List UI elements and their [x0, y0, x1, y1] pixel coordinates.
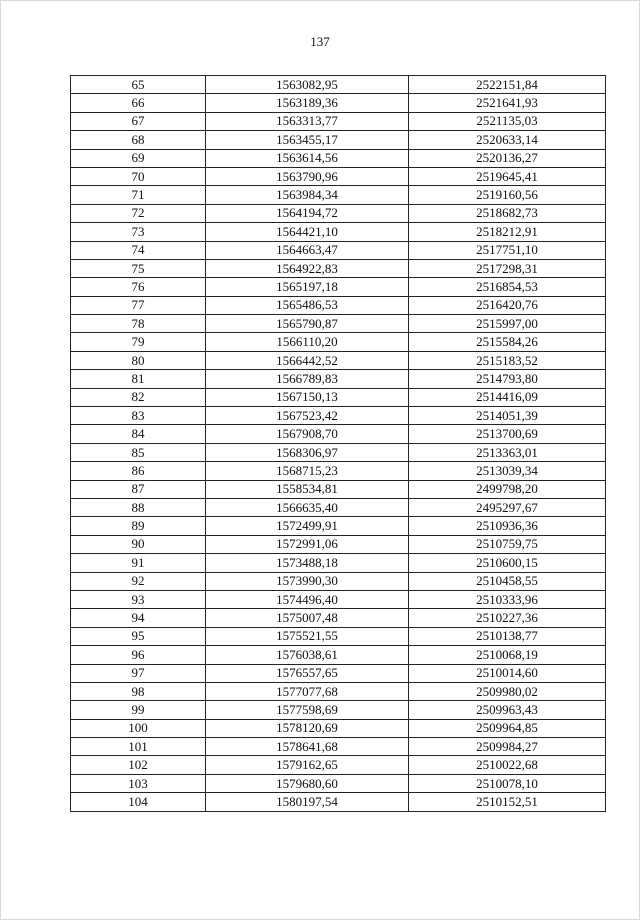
y-coordinate-cell: 2510138,77: [409, 627, 606, 645]
x-coordinate-cell: 1558534,81: [206, 480, 409, 498]
x-coordinate-cell: 1576557,65: [206, 664, 409, 682]
y-coordinate-cell: 2515584,26: [409, 333, 606, 351]
point-number-cell: 77: [71, 296, 206, 314]
x-coordinate-cell: 1567908,70: [206, 425, 409, 443]
table-row: [71, 425, 606, 443]
table-row: [71, 590, 606, 608]
x-coordinate-cell: 1572991,06: [206, 535, 409, 553]
y-coordinate-cell: 2520633,14: [409, 131, 606, 149]
y-coordinate-cell: 2519160,56: [409, 186, 606, 204]
y-coordinate-cell: 2510014,60: [409, 664, 606, 682]
point-number-cell: 89: [71, 517, 206, 535]
y-coordinate-cell: 2520136,27: [409, 149, 606, 167]
x-coordinate-cell: 1563984,34: [206, 186, 409, 204]
point-number-cell: 97: [71, 664, 206, 682]
table-row: [71, 719, 606, 737]
y-coordinate-cell: 2510759,75: [409, 535, 606, 553]
point-number-cell: 91: [71, 554, 206, 572]
point-number-cell: 84: [71, 425, 206, 443]
table-row: [71, 646, 606, 664]
y-coordinate-cell: 2510078,10: [409, 774, 606, 792]
x-coordinate-cell: 1566635,40: [206, 498, 409, 516]
point-number-cell: 95: [71, 627, 206, 645]
y-coordinate-cell: 2513700,69: [409, 425, 606, 443]
x-coordinate-cell: 1578641,68: [206, 738, 409, 756]
x-coordinate-cell: 1563790,96: [206, 167, 409, 185]
table-row: [71, 627, 606, 645]
x-coordinate-cell: 1575521,55: [206, 627, 409, 645]
x-coordinate-cell: 1563313,77: [206, 112, 409, 130]
y-coordinate-cell: 2509964,85: [409, 719, 606, 737]
y-coordinate-cell: 2515183,52: [409, 351, 606, 369]
coordinates-table: [70, 75, 606, 812]
y-coordinate-cell: 2513363,01: [409, 443, 606, 461]
table-row: [71, 149, 606, 167]
point-number-cell: 67: [71, 112, 206, 130]
point-number-cell: 72: [71, 204, 206, 222]
point-number-cell: 90: [71, 535, 206, 553]
table-row: [71, 131, 606, 149]
point-number-cell: 87: [71, 480, 206, 498]
x-coordinate-cell: 1563614,56: [206, 149, 409, 167]
point-number-cell: 73: [71, 223, 206, 241]
x-coordinate-cell: 1576038,61: [206, 646, 409, 664]
point-number-cell: 65: [71, 76, 206, 94]
y-coordinate-cell: 2495297,67: [409, 498, 606, 516]
y-coordinate-cell: 2510152,51: [409, 793, 606, 811]
x-coordinate-cell: 1574496,40: [206, 590, 409, 608]
table-row: [71, 278, 606, 296]
table-row: [71, 609, 606, 627]
point-number-cell: 70: [71, 167, 206, 185]
x-coordinate-cell: 1566789,83: [206, 370, 409, 388]
point-number-cell: 81: [71, 370, 206, 388]
x-coordinate-cell: 1567523,42: [206, 407, 409, 425]
point-number-cell: 88: [71, 498, 206, 516]
x-coordinate-cell: 1566110,20: [206, 333, 409, 351]
table-row: [71, 462, 606, 480]
x-coordinate-cell: 1563082,95: [206, 76, 409, 94]
x-coordinate-cell: 1565790,87: [206, 315, 409, 333]
table-row: [71, 517, 606, 535]
table-row: [71, 682, 606, 700]
table-row: [71, 793, 606, 811]
x-coordinate-cell: 1565486,53: [206, 296, 409, 314]
point-number-cell: 92: [71, 572, 206, 590]
y-coordinate-cell: 2509980,02: [409, 682, 606, 700]
table-row: [71, 498, 606, 516]
point-number-cell: 71: [71, 186, 206, 204]
x-coordinate-cell: 1579162,65: [206, 756, 409, 774]
point-number-cell: 101: [71, 738, 206, 756]
y-coordinate-cell: 2522151,84: [409, 76, 606, 94]
point-number-cell: 100: [71, 719, 206, 737]
x-coordinate-cell: 1578120,69: [206, 719, 409, 737]
table-row: [71, 443, 606, 461]
point-number-cell: 80: [71, 351, 206, 369]
x-coordinate-cell: 1573990,30: [206, 572, 409, 590]
table-row: [71, 572, 606, 590]
point-number-cell: 96: [71, 646, 206, 664]
x-coordinate-cell: 1575007,48: [206, 609, 409, 627]
point-number-cell: 99: [71, 701, 206, 719]
table-row: [71, 186, 606, 204]
y-coordinate-cell: 2519645,41: [409, 167, 606, 185]
point-number-cell: 82: [71, 388, 206, 406]
point-number-cell: 74: [71, 241, 206, 259]
x-coordinate-cell: 1565197,18: [206, 278, 409, 296]
y-coordinate-cell: 2514793,80: [409, 370, 606, 388]
point-number-cell: 86: [71, 462, 206, 480]
y-coordinate-cell: 2510600,15: [409, 554, 606, 572]
point-number-cell: 75: [71, 259, 206, 277]
table-row: [71, 370, 606, 388]
y-coordinate-cell: 2510068,19: [409, 646, 606, 664]
table-row: [71, 315, 606, 333]
point-number-cell: 68: [71, 131, 206, 149]
table-row: [71, 664, 606, 682]
table-row: [71, 480, 606, 498]
x-coordinate-cell: 1577598,69: [206, 701, 409, 719]
y-coordinate-cell: 2510227,36: [409, 609, 606, 627]
table-row: [71, 333, 606, 351]
point-number-cell: 78: [71, 315, 206, 333]
table-row: [71, 94, 606, 112]
point-number-cell: 66: [71, 94, 206, 112]
y-coordinate-cell: 2515997,00: [409, 315, 606, 333]
point-number-cell: 83: [71, 407, 206, 425]
x-coordinate-cell: 1568306,97: [206, 443, 409, 461]
point-number-cell: 79: [71, 333, 206, 351]
table-row: [71, 241, 606, 259]
point-number-cell: 103: [71, 774, 206, 792]
table-row: [71, 756, 606, 774]
y-coordinate-cell: 2514051,39: [409, 407, 606, 425]
table-row: [71, 351, 606, 369]
table-row: [71, 223, 606, 241]
x-coordinate-cell: 1580197,54: [206, 793, 409, 811]
y-coordinate-cell: 2509984,27: [409, 738, 606, 756]
y-coordinate-cell: 2513039,34: [409, 462, 606, 480]
table-row: [71, 535, 606, 553]
table-row: [71, 388, 606, 406]
x-coordinate-cell: 1568715,23: [206, 462, 409, 480]
point-number-cell: 94: [71, 609, 206, 627]
x-coordinate-cell: 1579680,60: [206, 774, 409, 792]
point-number-cell: 69: [71, 149, 206, 167]
point-number-cell: 76: [71, 278, 206, 296]
x-coordinate-cell: 1566442,52: [206, 351, 409, 369]
y-coordinate-cell: 2516854,53: [409, 278, 606, 296]
y-coordinate-cell: 2499798,20: [409, 480, 606, 498]
table-row: [71, 76, 606, 94]
y-coordinate-cell: 2521641,93: [409, 94, 606, 112]
x-coordinate-cell: 1577077,68: [206, 682, 409, 700]
y-coordinate-cell: 2509963,43: [409, 701, 606, 719]
y-coordinate-cell: 2518682,73: [409, 204, 606, 222]
y-coordinate-cell: 2516420,76: [409, 296, 606, 314]
table-row: [71, 167, 606, 185]
page-number: 137: [310, 34, 330, 49]
x-coordinate-cell: 1564922,83: [206, 259, 409, 277]
x-coordinate-cell: 1573488,18: [206, 554, 409, 572]
y-coordinate-cell: 2518212,91: [409, 223, 606, 241]
table-row: [71, 407, 606, 425]
x-coordinate-cell: 1564663,47: [206, 241, 409, 259]
y-coordinate-cell: 2521135,03: [409, 112, 606, 130]
table-row: [71, 738, 606, 756]
y-coordinate-cell: 2510333,96: [409, 590, 606, 608]
table-row: [71, 259, 606, 277]
x-coordinate-cell: 1564421,10: [206, 223, 409, 241]
y-coordinate-cell: 2510022,68: [409, 756, 606, 774]
point-number-cell: 98: [71, 682, 206, 700]
y-coordinate-cell: 2510936,36: [409, 517, 606, 535]
x-coordinate-cell: 1572499,91: [206, 517, 409, 535]
point-number-cell: 93: [71, 590, 206, 608]
point-number-cell: 85: [71, 443, 206, 461]
y-coordinate-cell: 2517751,10: [409, 241, 606, 259]
table-row: [71, 204, 606, 222]
table-row: [71, 112, 606, 130]
table-row: [71, 701, 606, 719]
x-coordinate-cell: 1563189,36: [206, 94, 409, 112]
point-number-cell: 102: [71, 756, 206, 774]
table-row: [71, 296, 606, 314]
coordinates-table-body: [71, 76, 606, 812]
table-row: [71, 774, 606, 792]
x-coordinate-cell: 1567150,13: [206, 388, 409, 406]
y-coordinate-cell: 2514416,09: [409, 388, 606, 406]
y-coordinate-cell: 2517298,31: [409, 259, 606, 277]
point-number-cell: 104: [71, 793, 206, 811]
x-coordinate-cell: 1563455,17: [206, 131, 409, 149]
y-coordinate-cell: 2510458,55: [409, 572, 606, 590]
x-coordinate-cell: 1564194,72: [206, 204, 409, 222]
table-row: [71, 554, 606, 572]
